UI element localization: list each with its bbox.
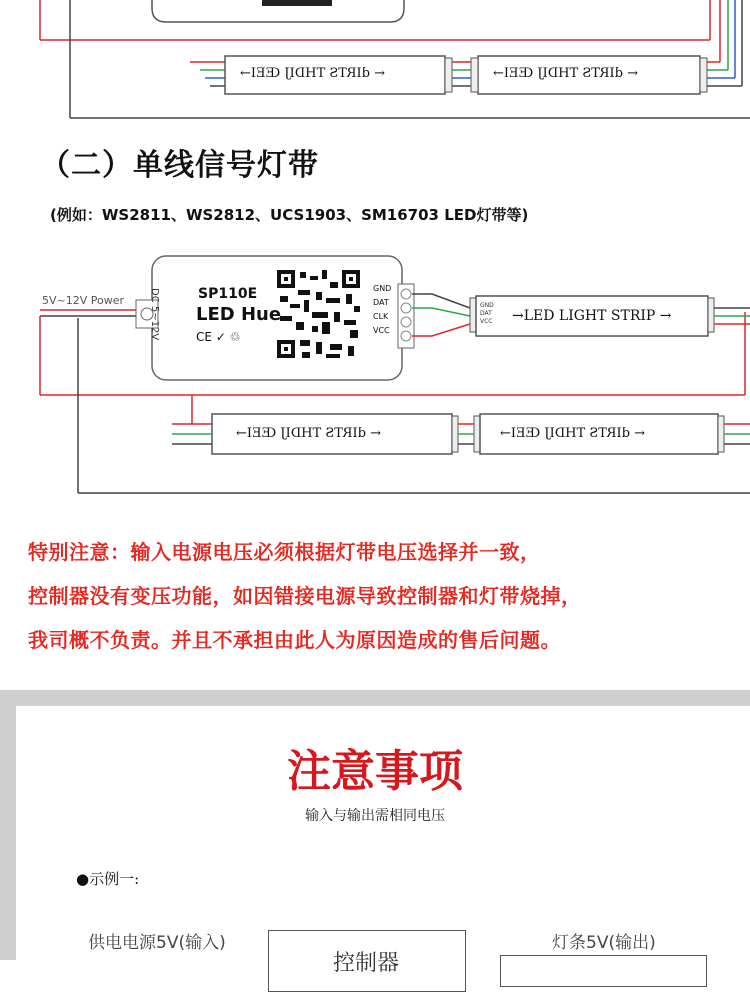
wire-data — [412, 308, 470, 316]
cert-marks: CE ✓ ♲ — [196, 330, 241, 344]
section-subtitle: (例如：WS2811、WS2812、UCS1903、SM16703 LED灯带等) — [50, 206, 529, 224]
controller-model: SP110E — [198, 286, 258, 302]
terminal-screw — [401, 317, 411, 327]
strip-main-pins: GND DAT VCC — [480, 302, 494, 325]
supply-label: 供电电源5V(输入) — [88, 933, 226, 953]
strip-lower-right-label: ← dIRTS THDIJ ŒEI→ — [500, 426, 645, 441]
warning-line-3: 我司概不负责。并且不承担由此人为原因造成的售后问题。 — [28, 628, 561, 652]
dc-label: DC 5~12V — [149, 288, 160, 341]
notice-title: 注意事项 — [287, 746, 463, 797]
strip-connector — [718, 416, 724, 452]
terminal-screw — [401, 331, 411, 341]
terminal-screw — [401, 303, 411, 313]
strip-main-label: →LED LIGHT STRIP → — [512, 308, 672, 324]
qr-code — [276, 268, 362, 360]
warning-line-2: 控制器没有变压功能，如因错接电源导致控制器和灯带烧掉， — [28, 584, 582, 608]
notice-subtitle: 输入与输出需相同电压 — [305, 808, 445, 824]
section-title: （二）单线信号灯带 — [40, 148, 319, 183]
wire-vcc — [412, 324, 470, 336]
strip-connector — [452, 416, 458, 452]
strip-top-left-label: ← dIRTS THDIJ ŒEI→ — [240, 66, 385, 81]
output-label: 灯条5V(输出) — [552, 933, 656, 953]
strip-lower-left-label: ← dIRTS THDIJ ŒEI→ — [236, 426, 381, 441]
controller-label: 控制器 — [332, 951, 399, 976]
strip-top-right-label: ← dIRTS THDIJ ŒEI→ — [493, 66, 638, 81]
strip-connector — [708, 298, 714, 332]
power-label: 5V~12V Power — [42, 294, 125, 307]
strip-connector — [474, 416, 480, 452]
example-label: ●示例一: — [76, 870, 140, 888]
controller-pin-labels: GND DAT CLK VCC — [373, 284, 392, 335]
strip-connector — [470, 298, 476, 332]
warning-line-1: 特别注意：输入电源电压必须根据灯带电压选择并一致， — [28, 540, 541, 564]
wire-gnd — [412, 294, 470, 308]
terminal-screw — [401, 289, 411, 299]
controller-brand: LED Hue — [196, 304, 282, 325]
